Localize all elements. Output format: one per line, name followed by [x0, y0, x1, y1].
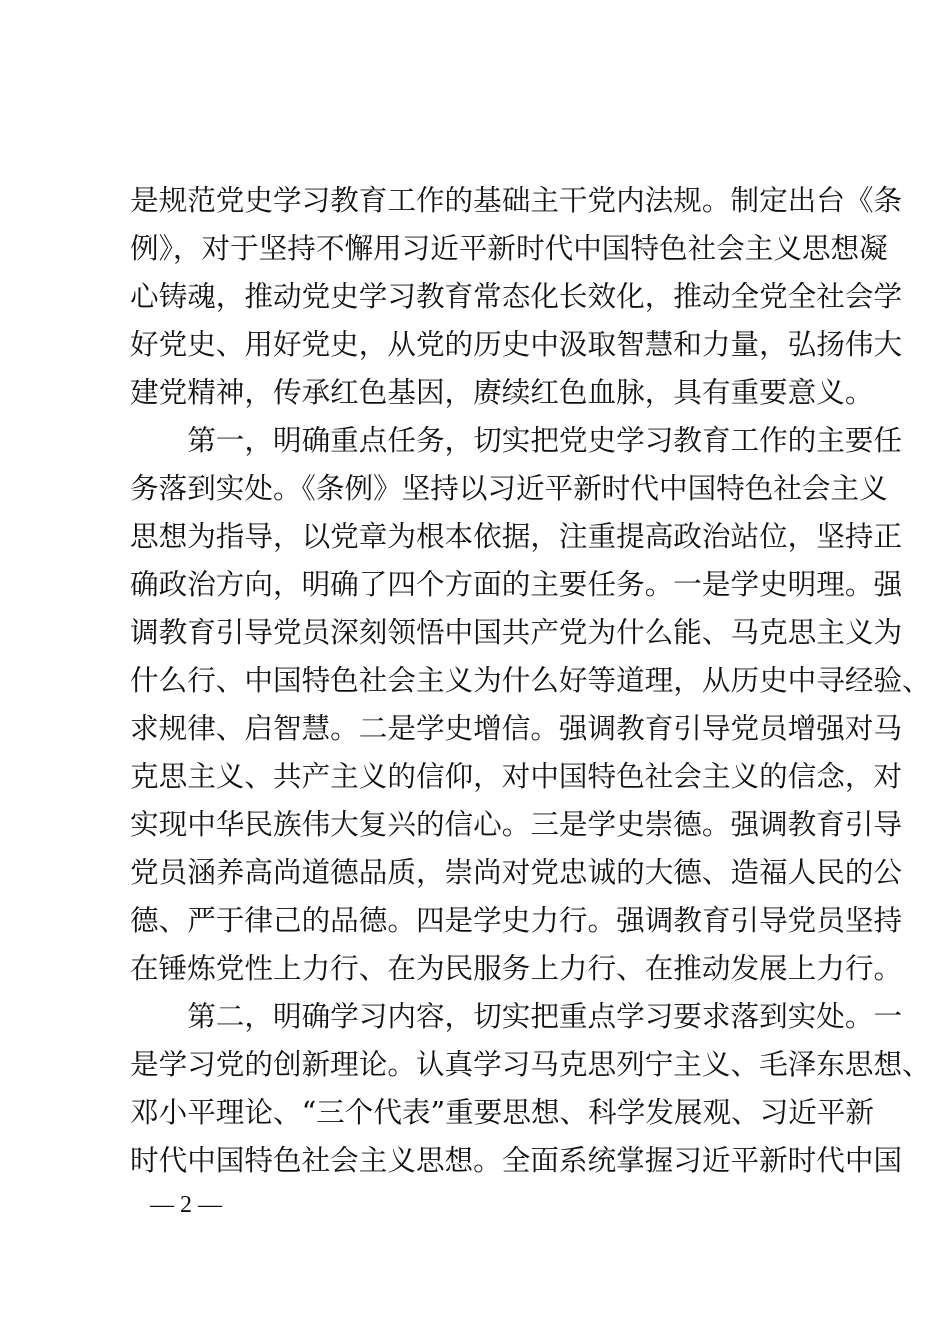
text-line: 什么行、中国特色社会主义为什么好等道理，从历史中寻经验、 — [130, 663, 931, 697]
text-line: 求规律、启智慧。二是学史增信。强调教育引导党员增强对马 — [130, 711, 903, 745]
text-line: 在锤炼党性上力行、在为民服务上力行、在推动发展上力行。 — [130, 951, 903, 985]
text-line: 是学习党的创新理论。认真学习马克思列宁主义、毛泽东思想、 — [130, 1047, 931, 1081]
text-line: 建党精神，传承红色基因，赓续红色血脉，具有重要意义。 — [130, 375, 874, 409]
text-line: 第一，明确重点任务，切实把党史学习教育工作的主要任 — [130, 423, 903, 457]
text-line: 确政治方向，明确了四个方面的主要任务。一是学史明理。强 — [130, 567, 903, 601]
text-line: 例》，对于坚持不懈用习近平新时代中国特色社会主义思想凝 — [130, 231, 888, 265]
text-line: 克思主义、共产主义的信仰，对中国特色社会主义的信念，对 — [130, 759, 903, 793]
text-line: 务落到实处。《条例》坚持以习近平新时代中国特色社会主义 — [130, 471, 888, 505]
text-line: 邓小平理论、“三个代表”重要思想、科学发展观、习近平新 — [130, 1095, 875, 1129]
text-line: 时代中国特色社会主义思想。全面系统掌握习近平新时代中国 — [130, 1143, 903, 1177]
text-line: 思想为指导，以党章为根本依据，注重提高政治站位，坚持正 — [130, 519, 903, 553]
text-line: 实现中华民族伟大复兴的信心。三是学史崇德。强调教育引导 — [130, 807, 903, 841]
text-line: 好党史、用好党史，从党的历史中汲取智慧和力量，弘扬伟大 — [130, 327, 903, 361]
text-line: 第二，明确学习内容，切实把重点学习要求落到实处。一 — [130, 999, 903, 1033]
page-number: — 2 — — [150, 1192, 222, 1218]
text-line: 调教育引导党员深刻领悟中国共产党为什么能、马克思主义为 — [130, 615, 903, 649]
text-line: 是规范党史学习教育工作的基础主干党内法规。制定出台《条 — [130, 183, 903, 217]
text-line: 德、严于律己的品德。四是学史力行。强调教育引导党员坚持 — [130, 903, 903, 937]
text-line: 党员涵养高尚道德品质，崇尚对党忠诚的大德、造福人民的公 — [130, 855, 903, 889]
text-line: 心铸魂，推动党史学习教育常态化长效化，推动全党全社会学 — [130, 279, 903, 313]
